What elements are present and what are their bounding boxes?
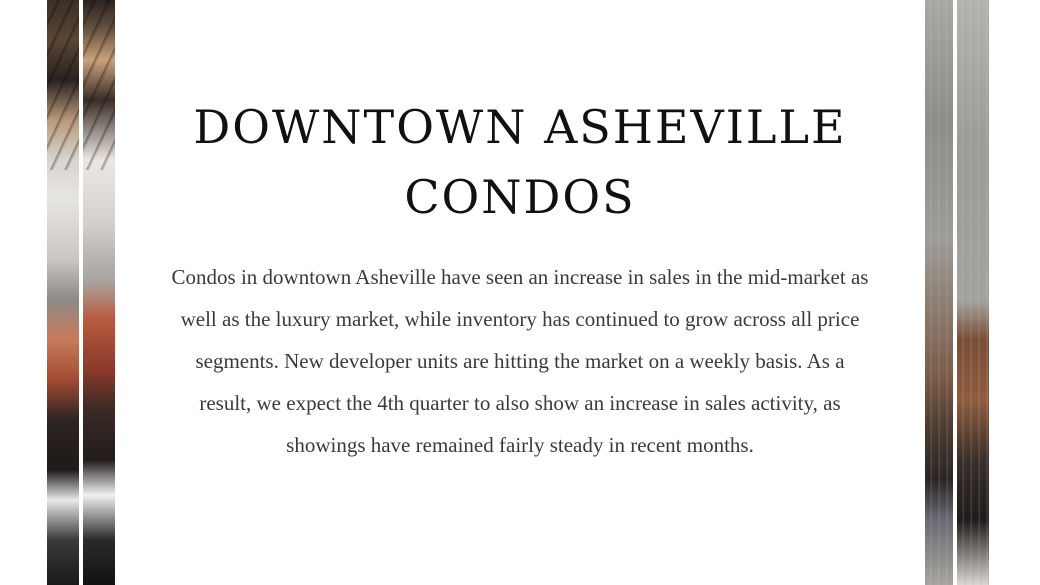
content-section <box>160 92 880 466</box>
right-photo-strip-2 <box>957 0 989 585</box>
title-line-1: DOWNTOWN ASHEVILLE <box>193 100 847 154</box>
left-photo-strip-1 <box>47 0 79 585</box>
right-photo-strip-1 <box>925 0 953 585</box>
description-paragraph: Condos in downtown Asheville have seen an increase in sales in the mid-market as well as the luxury market, while inventory has continued to grow across all price segments. New developer units are hitting the market on a weekly basis. As a result, we expect the 4th quarter to also show an increase in sales activity, as showings have remained fairly steady in recent months. <box>171 265 869 457</box>
title-line-2: CONDOS <box>404 170 636 224</box>
left-photo-strip-2 <box>83 0 115 585</box>
page-title <box>160 92 880 232</box>
